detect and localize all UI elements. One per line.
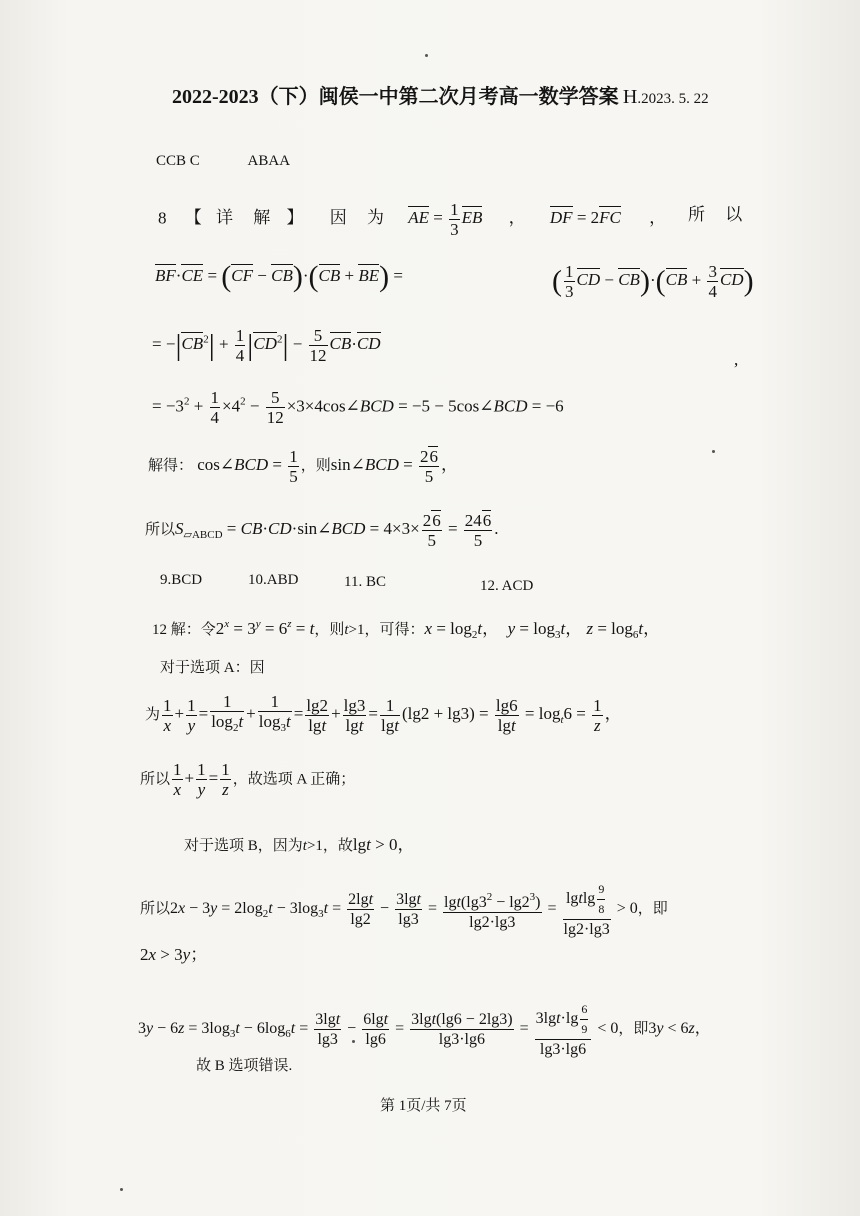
- q8-bracket-open: 【: [184, 208, 202, 228]
- scan-speck: [352, 1040, 355, 1043]
- q12-option-b-so: 所以: [140, 901, 171, 918]
- q12-option-b-2x3y-line: 所以$2x - 3y = 2\log_2t - 3\log_3t$ = $\frac{2\lg t}{\lg 2}$ − $\frac{3\lg t}{\lg 3}$ = $\frac{\lg t(\lg 3^2 - \lg 2^3)}{\lg 2\cdot\lg 3}$ = lgtlg $\frac{9}{8}$ lg2·lg3 > 0，即: [140, 882, 668, 938]
- q12-option-b-intro: 对于选项 B，因为: [184, 838, 303, 854]
- q12-intro-mid: ，则: [314, 622, 345, 638]
- q8-so: 所 以: [688, 205, 751, 224]
- answer-9: 9.BCD: [160, 572, 203, 588]
- q12-option-b-therefore: ，故: [322, 838, 353, 854]
- q8-solve-prefix: 解得：: [148, 457, 194, 474]
- q12-option-a-because: 为: [145, 706, 161, 723]
- answers-row-2-d: [480, 578, 533, 595]
- answers-row-2: [160, 572, 202, 589]
- scan-speck: [120, 1188, 123, 1191]
- title-date: .2023. 5. 22: [637, 91, 709, 107]
- q8-so-area: 所以: [145, 521, 176, 538]
- q12-intro-can: ，可得：: [364, 622, 425, 638]
- q12-option-a-intro: [160, 656, 265, 677]
- q12-option-a-conclusion-line: 所以 $\frac{1}{x}$ + $\frac{1}{y}$ = $\frac{1}{z}$ ，故选项 A 正确；: [140, 760, 356, 799]
- q12-option-a-label: 对于选项 A：因: [160, 660, 265, 676]
- answers-row-2-c: [344, 574, 386, 591]
- q12-option-a-formula: 为 $\frac{1}{x}$ + $\frac{1}{y}$ = $\frac{1}{\log_2t}$ + $\frac{1}{\log_3t}$ = $\frac{\lg 2}{\lg t}$ + $\frac{\lg 3}{\lg t}$ = $\frac{1}{\lg t}$ (lg2 + lg3) = $\frac{\lg 6}{\lg t}$ = $\log_t6$ = $\frac{1}{z}$ ，: [145, 692, 622, 735]
- q12-option-b-conclusion: 故 B 选项错误.: [196, 1058, 293, 1074]
- q12-option-b-result-1: 2x > 3y；: [140, 945, 208, 964]
- q8-dot-product-rhs: ( $\frac{1}{3}$ CD − CB)·(CB + $\frac{3}{4}$ CD): [552, 262, 754, 301]
- q8-comma-2: ，: [649, 208, 667, 228]
- page-footer: [380, 1094, 467, 1115]
- q8-solve-line: 解得： cos∠BCD = $\frac{1}{5}$ ，则sin∠BCD = $\frac{26}{5}$ ，: [148, 446, 458, 486]
- q8-expand-line: = $-|CB^2|$ + $\frac{1}{4}$ $|CD^2|$ − $\frac{5}{12}$ CB·CD: [152, 326, 381, 365]
- answer-11: 11. BC: [344, 574, 386, 590]
- q8-bracket-close: 】: [286, 208, 304, 228]
- scan-speck: [425, 54, 428, 57]
- answers-row-2-b: [248, 572, 298, 589]
- q12-option-a-so: 所以: [140, 771, 171, 788]
- q12-intro-line: 12 解：令$2^x = 3^y = 6^z = t$，则t>1，可得：$x = \log_2t$， $y = \log_3t$， $z = \log_6t$，: [152, 618, 661, 641]
- q8-number: 8: [158, 208, 167, 228]
- q8-comma-1: ，: [508, 208, 526, 228]
- q12-option-b-3y6z-line: $3y - 6z = 3\log_3t - 6\log_6t$ = $\frac{3\lg t}{\lg 3}$ − $\frac{6\lg t}{\lg 6}$ = $\frac{3\lg t(\lg 6 - 2\lg 3)}{\lg 3\cdot\lg 6}$ = 3lgt·lg $\frac{6}{9}$ lg3·lg6 < 0，即3y < 6z，: [138, 1002, 711, 1058]
- q12-option-b-conclusion-line: [196, 1054, 292, 1075]
- q8-header-line: [158, 200, 758, 239]
- page-title: [172, 80, 709, 109]
- answers-1-4: CCB C: [156, 153, 200, 169]
- title-text: 2022-2023（下）闽侯一中第二次月考高一数学答案: [172, 86, 619, 108]
- q8-because: 因 为: [329, 208, 392, 228]
- q8-then: ，则: [300, 457, 331, 474]
- q8-detail: 详 解: [216, 208, 279, 228]
- scan-speck: [712, 450, 715, 453]
- q12-option-b-ie-2: ，即: [618, 1021, 649, 1038]
- answer-10: 10.ABD: [248, 572, 299, 588]
- answer-12: 12. ACD: [480, 578, 534, 594]
- q8-expand-comma: ,: [734, 350, 739, 369]
- q8-area-line: 所以$S_{▱ABCD}$ = CB·CD·sin∠BCD = 4×3× $\frac{26}{5}$ = $\frac{246}{5}$ .: [145, 511, 499, 550]
- q12-option-b-ie-1: ，即: [637, 901, 668, 918]
- answers-5-8: ABAA: [247, 153, 291, 169]
- title-mark: H: [622, 86, 638, 108]
- q8-numeric-line: = $-3^2$ + $\frac{1}{4}$ $\times 4^2$ − $\frac{5}{12}$ ×3×4cos∠BCD = −5 − 5cos∠BCD = −6: [152, 388, 564, 427]
- q12-option-a-conclusion: ，故选项 A 正确；: [232, 771, 356, 788]
- q8-dot-product-line: BF·CE = (CF − CB)·(CB + BE) =: [155, 260, 403, 293]
- page-number: 第 1页/共 7页: [380, 1098, 467, 1114]
- answers-row-1: [156, 153, 290, 170]
- q8-vec-eq-2: DF = 2FC: [549, 208, 621, 228]
- q8-vec-eq-1: AE = $\frac{1}{3}$ EB: [408, 200, 483, 239]
- q12-intro-prefix: 12 解：令: [152, 622, 216, 638]
- q12-option-b-intro-line: 对于选项 B，因为t>1，故lgt > 0，: [184, 835, 415, 854]
